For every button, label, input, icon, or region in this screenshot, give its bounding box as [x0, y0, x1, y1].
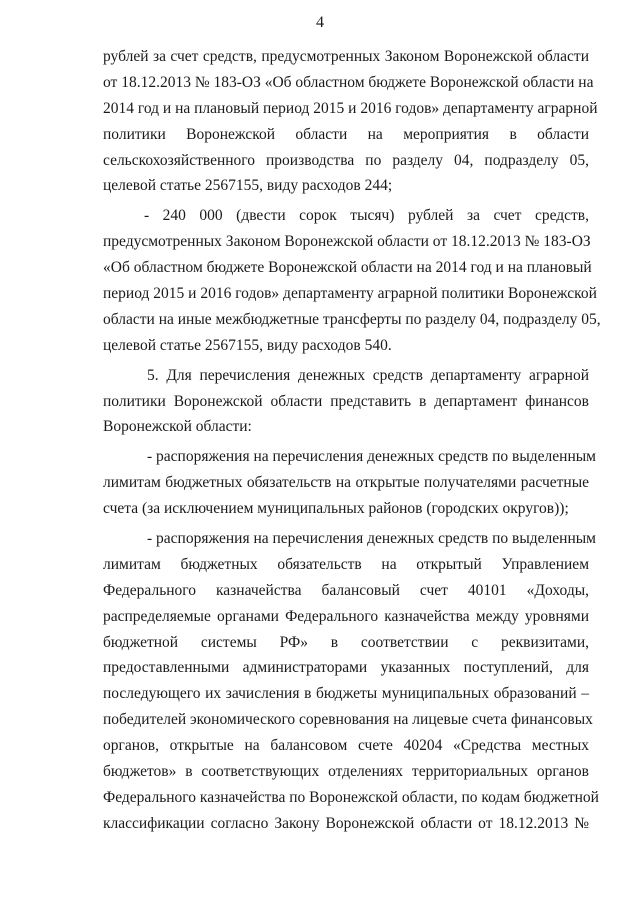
text-line: победителей экономического соревнования на лицевые счета финансовых [103, 711, 593, 729]
text-line: целевой статье 2567155, виду расходов 244; [103, 177, 393, 195]
text-line: - распоряжения на перечисления денежных средств по выделенным [147, 448, 596, 466]
text-line: - 240 000 (двести сорок тысяч) рублей за счет средств, [144, 207, 589, 225]
text-line: Федерального казначейства по Воронежской области, по кодам бюджетной [103, 788, 599, 806]
text-line: 2014 год и на плановый период 2015 и 2016 годов» департаменту аграрной [103, 99, 598, 117]
document-body [103, 44, 601, 837]
text-line: сельскохозяйственного производства по разделу 04, подразделу 05, [103, 151, 589, 169]
text-line: последующего их зачисления в бюджеты муниципальных образований – [103, 685, 589, 703]
text-line: бюджетов» в соответствующих отделениях территориальных органов [103, 763, 589, 781]
text-line: предусмотренных Законом Воронежской области от 18.12.2013 № 183-ОЗ [103, 233, 591, 251]
text-line: органов, открытые на балансовом счете 40204 «Средства местных [103, 737, 589, 755]
text-line: предоставленными администраторами указанных поступлений, для [103, 659, 589, 677]
text-line: целевой статье 2567155, виду расходов 540. [103, 336, 392, 354]
text-line: Воронежской области: [103, 418, 252, 436]
paragraph [103, 444, 596, 522]
paragraph [103, 526, 599, 837]
text-line: политики Воронежской области на мероприятия в области [103, 125, 589, 143]
paragraph [103, 363, 589, 441]
text-line: 5. Для перечисления денежных средств департаменту аграрной [147, 366, 589, 384]
text-line: рублей за счет средств, предусмотренных Законом Воронежской области [103, 48, 589, 65]
text-line: классификации согласно Закону Воронежской области от 18.12.2013 № [103, 814, 589, 832]
text-line: распределяемые органами Федерального казначейства между уровнями [103, 607, 589, 625]
text-line: период 2015 и 2016 годов» департаменту аграрной политики Воронежской [103, 285, 597, 303]
text-line: счета (за исключением муниципальных районов (городских округов)); [103, 500, 569, 518]
paragraph [103, 203, 601, 358]
text-line: политики Воронежской области представить в департамент финансов [103, 392, 589, 410]
paragraph [103, 44, 598, 199]
text-line: лимитам бюджетных обязательств на открытый Управлением [103, 555, 589, 573]
text-line: - распоряжения на перечисления денежных средств по выделенным [147, 530, 596, 548]
text-line: Федерального казначейства балансовый счет 40101 «Доходы, [103, 581, 589, 599]
text-line: бюджетной системы РФ» в соответствии с реквизитами, [103, 633, 589, 651]
page-number: 4 [316, 14, 324, 31]
text-line: от 18.12.2013 № 183-ОЗ «Об областном бюджете Воронежской области на [103, 73, 594, 91]
text-line: области на иные межбюджетные трансферты по разделу 04, подразделу 05, [103, 310, 601, 328]
text-line: «Об областном бюджете Воронежской области на 2014 год и на плановый [103, 259, 592, 277]
text-line: лимитам бюджетных обязательств на открытые получателями расчетные [103, 474, 589, 492]
